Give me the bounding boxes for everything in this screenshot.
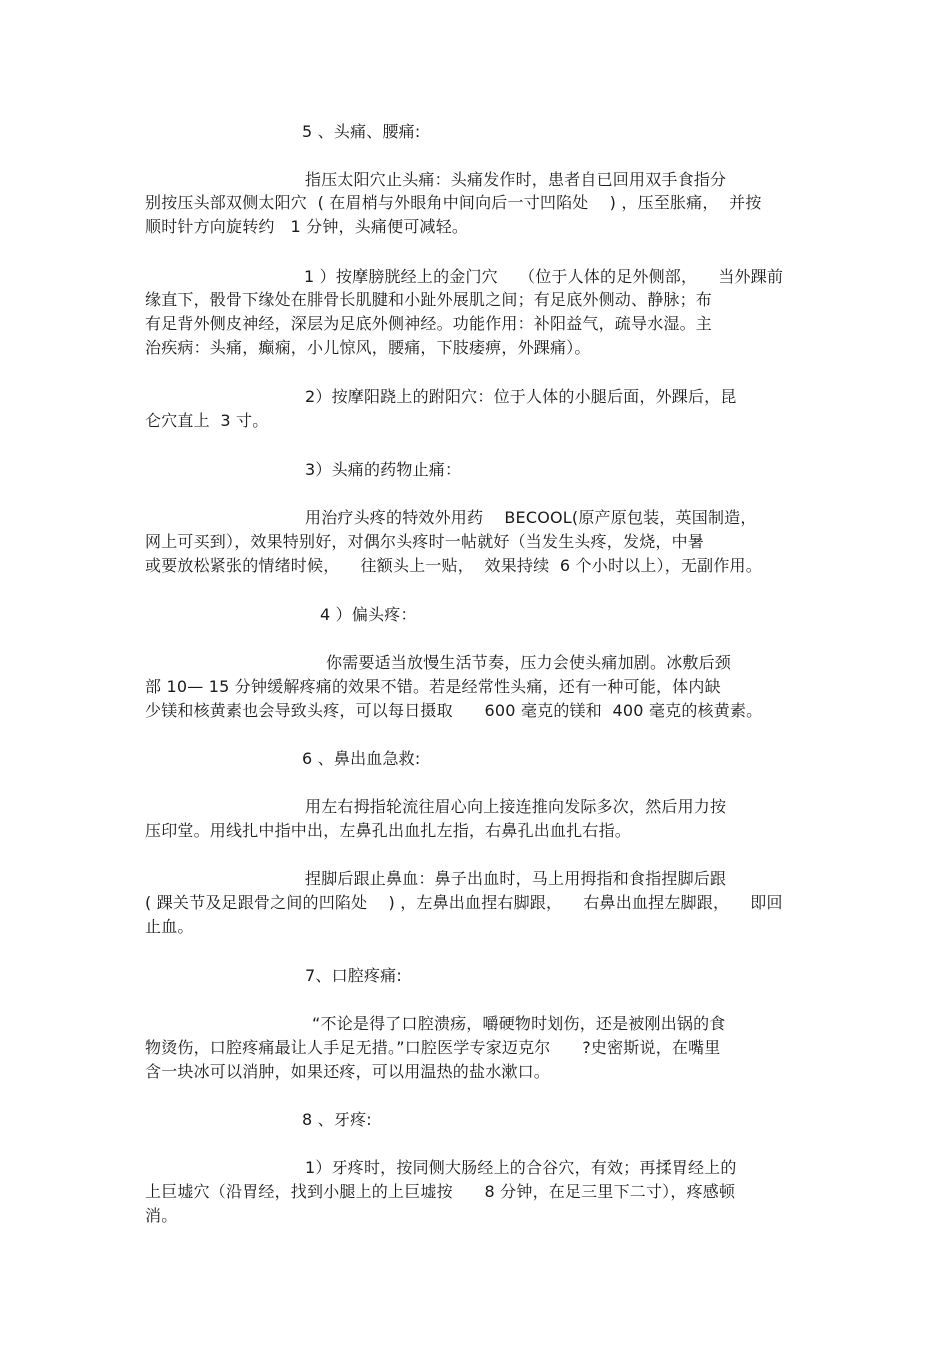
paragraph-line: 少镁和核黄素也会导致头疼，可以每日摄取 600 毫克的镁和 400 毫克的核黄素。 — [145, 701, 763, 720]
paragraph-line: ( 踝关节及足跟骨之间的凹陷处 ) ，左鼻出血捏右脚跟， 右鼻出血捏左脚跟， 即回 — [145, 893, 783, 912]
paragraph-line: 仑穴直上 3 寸。 — [145, 411, 269, 430]
paragraph-line: 网上可买到），效果特别好，对偶尔头疼时一帖就好（当发生头疼，发烧，中暑 — [145, 532, 705, 551]
paragraph-line: 1）牙疼时，按同侧大肠经上的合谷穴，有效；再揉胃经上的 — [305, 1158, 737, 1177]
paragraph-line: 2）按摩阳跷上的跗阳穴：位于人体的小腿后面，外踝后，昆 — [305, 387, 737, 406]
paragraph-line: 缘直下，骰骨下缘处在腓骨长肌腱和小趾外展肌之间；有足底外侧动、静脉；布 — [145, 290, 713, 309]
paragraph-line: 压印堂。用线扎中指中出，左鼻孔出血扎左指，右鼻孔出血扎右指。 — [145, 821, 632, 840]
sub-heading-migraine: 4 ）偏头疼： — [320, 605, 417, 624]
paragraph-line: 含一块冰可以消肿，如果还疼，可以用温热的盐水漱口。 — [145, 1062, 551, 1081]
paragraph-line: 捏脚后跟止鼻血：鼻子出血时，马上用拇指和食指捏脚后跟 — [305, 869, 727, 888]
paragraph-line: 别按压头部双侧太阳穴 ( 在眉梢与外眼角中间向后一寸凹陷处 ) ，压至胀痛， 并按 — [145, 193, 762, 212]
paragraph-line: 有足背外侧皮神经，深层为足底外侧神经。功能作用：补阳益气，疏导水湿。主 — [145, 314, 713, 333]
sub-heading-medication: 3）头痛的药物止痛： — [305, 460, 462, 479]
section-heading-headache-backache: 5 、头痛、腰痛: — [302, 122, 421, 141]
paragraph-line: 顺时针方向旋转约 1 分钟，头痛便可减轻。 — [145, 217, 469, 236]
paragraph-line: 或要放松紧张的情绪时候， 往额头上一贴， 效果持续 6 个小时以上），无副作用。 — [145, 556, 762, 575]
paragraph-line: 物烫伤，口腔疼痛最让人手足无措。”口腔医学专家迈克尔 ?史密斯说，在嘴里 — [145, 1038, 721, 1057]
paragraph-line: 1 ）按摩膀胱经上的金门穴 （位于人体的足外侧部， 当外踝前 — [304, 267, 784, 286]
paragraph-line: “不论是得了口腔溃疡，嚼硬物时划伤，还是被刚出锅的食 — [312, 1014, 726, 1033]
paragraph-line: 部 10— 15 分钟缓解疼痛的效果不错。若是经常性头痛，还有一种可能，体内缺 — [145, 677, 721, 696]
paragraph-line: 止血。 — [145, 917, 194, 936]
paragraph-line: 消。 — [145, 1206, 178, 1225]
paragraph-line: 你需要适当放慢生活节奏，压力会使头痛加剧。冰敷后颈 — [326, 653, 732, 672]
paragraph-line: 治疾病：头痛，癫痫，小儿惊风，腰痛，下肢痿痹，外踝痛）。 — [145, 338, 591, 357]
section-heading-mouth-pain: 7、口腔疼痛: — [305, 966, 402, 985]
paragraph-line: 用治疗头疼的特效外用药 BECOOL(原产原包装，英国制造， — [305, 508, 757, 527]
paragraph-line: 用左右拇指轮流往眉心向上接连推向发际多次，然后用力按 — [305, 797, 727, 816]
paragraph-line: 指压太阳穴止头痛：头痛发作时，患者自已回用双手食指分 — [305, 170, 727, 189]
section-heading-toothache: 8 、牙疼: — [302, 1110, 372, 1129]
paragraph-line: 上巨墟穴（沿胃经，找到小腿上的上巨墟按 8 分钟，在足三里下二寸），疼感顿 — [145, 1182, 736, 1201]
section-heading-nosebleed: 6 、鼻出血急救: — [302, 749, 421, 768]
